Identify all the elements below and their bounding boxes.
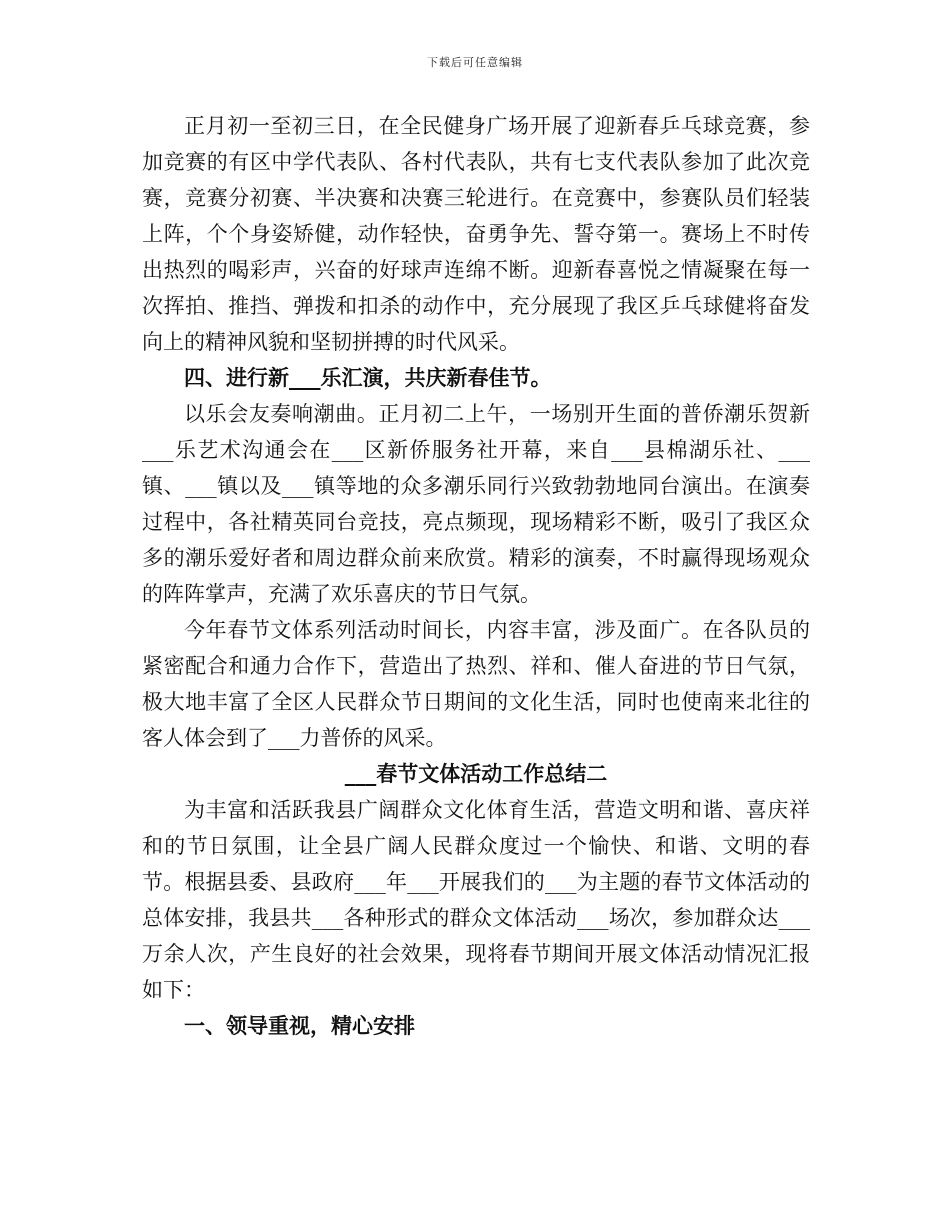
paragraph-summary: 今年春节文体系列活动时间长，内容丰富，涉及面广。在各队员的紧密配合和通力合作下，营造出了热烈、祥和、催人奋进的节日气氛，极大地丰富了全区人民群众节日期间的文化生活，同时也使南来北往的客人体会到了___力普侨的风采。: [142, 618, 810, 750]
paragraph-introduction: 为丰富和活跃我县广阔群众文化体育生活，营造文明和谐、喜庆祥和的节日氛围，让全县广阔人民群众度过一个愉快、和谐、文明的春节。根据县委、县政府___年___开展我们的___为主题的春节文体活动的总体安排，我县共___各种形式的群众文体活动___场次，参加群众达___万余人次，产生良好的社会效果，现将春节期间开展文体活动情况汇报如下：: [142, 798, 810, 1002]
section-title-summary-two: ___春节文体活动工作总结二: [344, 761, 608, 786]
paragraph-table-tennis: 正月初一至初三日，在全民健身广场开展了迎新春乒乓球竞赛，参加竞赛的有区中学代表队、各村代表队，共有七支代表队参加了此次竞赛，竞赛分初赛、半决赛和决赛三轮进行。在竞赛中，参赛队员们轻装上阵，个个身姿矫健，动作轻快，奋勇争先、誓夺第一。赛场上不时传出热烈的喝彩声，兴奋的好球声连绵不断。迎新春喜悦之情凝聚在每一次挥拍、推挡、弹拨和扣杀的动作中，充分展现了我区乒乓球健将奋发向上的精神风貌和坚韧拼搏的时代风采。: [142, 114, 810, 354]
section-heading-four: 四、进行新___乐汇演，共庆新春佳节。: [184, 365, 552, 390]
header-note: 下载后可任意编辑: [427, 56, 523, 69]
section-heading-one: 一、领导重视，精心安排: [184, 1013, 415, 1038]
paragraph-chaozhou-music: 以乐会友奏响潮曲。正月初二上午，一场别开生面的普侨潮乐贺新___乐艺术沟通会在___区新侨服务社开幕，来自___县棉湖乐社、___镇、___镇以及___镇等地的众多潮乐同行兴致勃勃地同台演出。在演奏过程中，各社精英同台竞技，亮点频现，现场精彩不断，吸引了我区众多的潮乐爱好者和周边群众前来欣赏。精彩的演奏，不时赢得现场观众的阵阵掌声，充满了欢乐喜庆的节日气氛。: [142, 402, 810, 606]
document-body: [142, 108, 810, 1044]
